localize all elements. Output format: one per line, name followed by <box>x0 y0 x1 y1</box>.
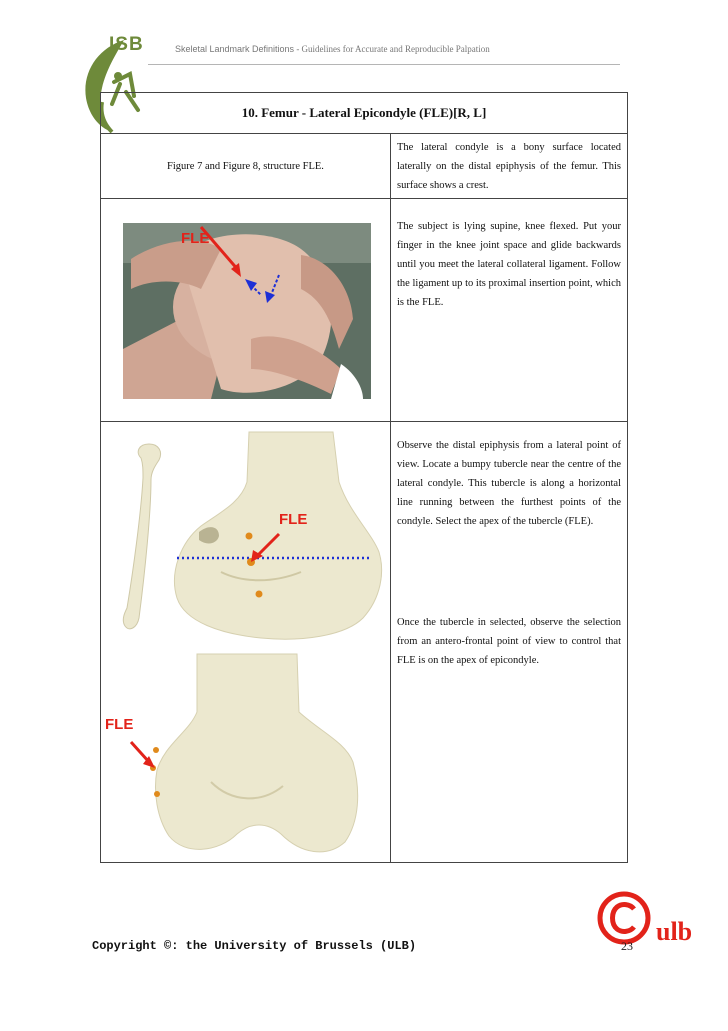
virtual-step1-text: Observe the distal epiphysis from a lateral point of view. Locate a bumpy tubercle near the centre of the lateral condyle. This tubercle is along a horizontal line running between the furthest points of the condyle. Select the apex of the tubercle (FLE). <box>397 440 622 527</box>
lateral-fle-label: FLE <box>279 511 308 528</box>
isb-logo-text: ISB <box>109 34 144 55</box>
copyright-symbol-icon <box>596 890 652 946</box>
ulb-logo-text: ulb <box>656 917 693 946</box>
virtual-images-cell <box>101 422 391 863</box>
running-header <box>175 44 575 54</box>
section-title: 10. Femur - Lateral Epicondyle (FLE)[R, L] <box>101 93 628 134</box>
figure-reference: Figure 7 and Figure 8, structure FLE. <box>101 134 391 199</box>
copyright-footer: Copyright ©: the University of Brussels (ULB) <box>92 939 417 953</box>
femur-illustrations <box>101 422 391 862</box>
palpation-text: The subject is lying supine, knee flexed. Put your finger in the knee joint space and glide backwards until you meet the lateral collateral ligament. Follow the ligament up to its proximal insertion point, which is the FLE. <box>391 199 628 422</box>
header-rule <box>148 64 620 65</box>
running-subtitle: - Guidelines for Accurate and Reproducible Palpation <box>294 44 490 54</box>
frontal-fle-label: FLE <box>105 716 134 733</box>
running-title: Skeletal Landmark Definitions <box>175 44 295 54</box>
page-number: 23 <box>621 939 633 953</box>
palpation-photo-cell <box>101 199 391 422</box>
landmark-table <box>100 92 628 863</box>
virtual-step2-text: Once the tubercle in selected, observe the selection from an antero-frontal point of view to control that FLE is on the apex of epicondyle. <box>397 617 622 666</box>
definition-text: The lateral condyle is a bony surface located laterally on the distal epiphysis of the femur. This surface shows a crest. <box>391 134 628 199</box>
photo-fle-label: FLE <box>181 230 210 247</box>
virtual-palpation-text <box>391 422 628 863</box>
palpation-photo <box>101 199 391 421</box>
